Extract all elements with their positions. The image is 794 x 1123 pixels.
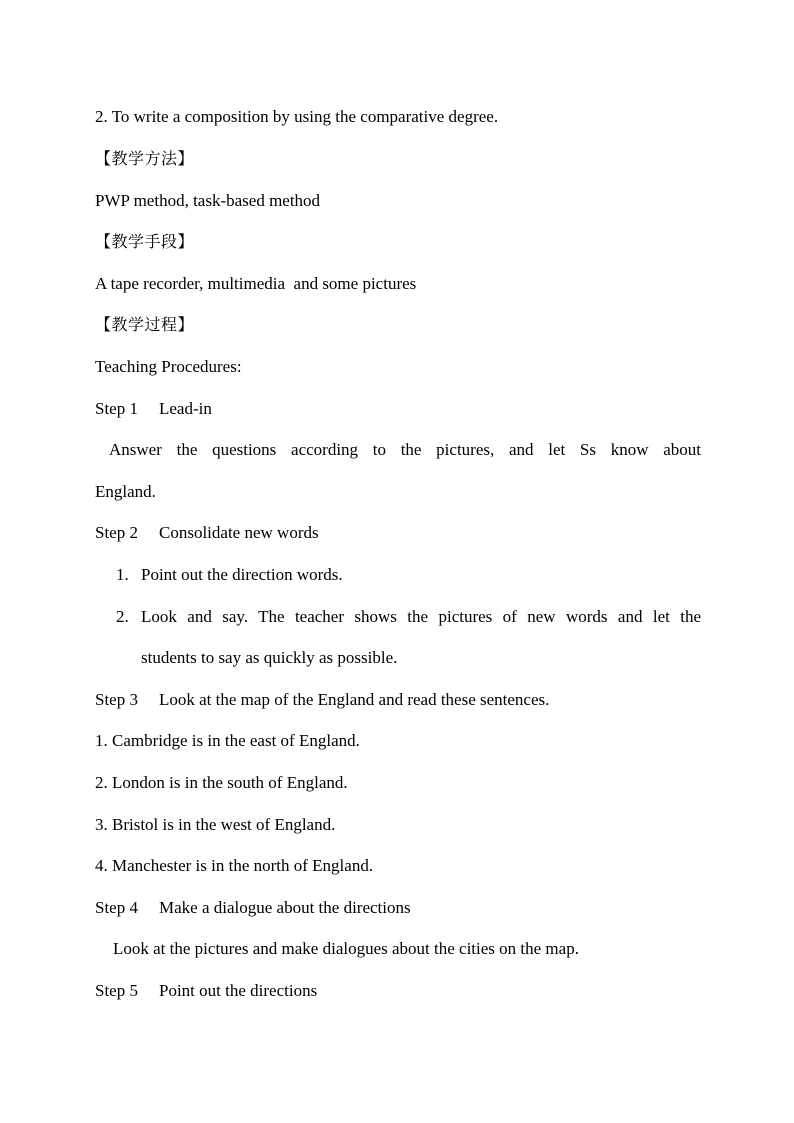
- step-2-item-2-continuation: students to say as quickly as possible.: [141, 648, 398, 667]
- step-2-item-2-number: 2.: [116, 607, 129, 626]
- heading-teaching-means: 【教学手段】: [95, 232, 195, 251]
- step-3-title: Look at the map of the England and read these sentences.: [159, 690, 550, 709]
- step-2-label: Step 2: [95, 523, 138, 542]
- step-1-label: Step 1: [95, 399, 138, 418]
- step-2-title: Consolidate new words: [159, 523, 319, 542]
- step-1-text-line-2: England.: [95, 482, 156, 501]
- step-2-item-1: [116, 564, 701, 586]
- step-2-item-2-text: Look and say. The teacher shows the pictures of new words and let the: [141, 607, 701, 626]
- step-5-title: Point out the directions: [159, 981, 318, 1000]
- step-2-item-2: [116, 606, 701, 628]
- methods-text: PWP method, task-based method: [95, 191, 321, 210]
- step-3-sentence-1: 1. Cambridge is in the east of England.: [95, 731, 360, 750]
- procedures-title: Teaching Procedures:: [95, 357, 242, 376]
- step-4-text: Look at the pictures and make dialogues about the cities on the map.: [113, 939, 579, 958]
- step-4-label: Step 4: [95, 898, 138, 917]
- step-3-sentence-3: 3. Bristol is in the west of England.: [95, 815, 336, 834]
- step-3-label: Step 3: [95, 690, 138, 709]
- step-1-text-line-1: Answer the questions according to the pictures, and let Ss know about: [109, 440, 701, 459]
- step-3-heading: [95, 689, 701, 711]
- step-2-heading: [95, 522, 701, 544]
- step-5-label: Step 5: [95, 981, 138, 1000]
- step-1-heading: [95, 398, 701, 420]
- step-2-item-1-text: Point out the direction words.: [141, 565, 343, 584]
- heading-teaching-process: 【教学过程】: [95, 315, 195, 334]
- step-2-item-1-number: 1.: [116, 565, 129, 584]
- step-3-sentence-4: 4. Manchester is in the north of England.: [95, 856, 374, 875]
- step-5-heading: [95, 980, 701, 1002]
- heading-teaching-methods: 【教学方法】: [95, 149, 195, 168]
- step-3-sentence-2: 2. London is in the south of England.: [95, 773, 348, 792]
- step-4-title: Make a dialogue about the directions: [159, 898, 411, 917]
- objective-2: 2. To write a composition by using the comparative degree.: [95, 107, 499, 126]
- step-4-heading: [95, 897, 701, 919]
- step-1-title: Lead-in: [159, 399, 212, 418]
- means-text: A tape recorder, multimedia and some pictures: [95, 274, 417, 293]
